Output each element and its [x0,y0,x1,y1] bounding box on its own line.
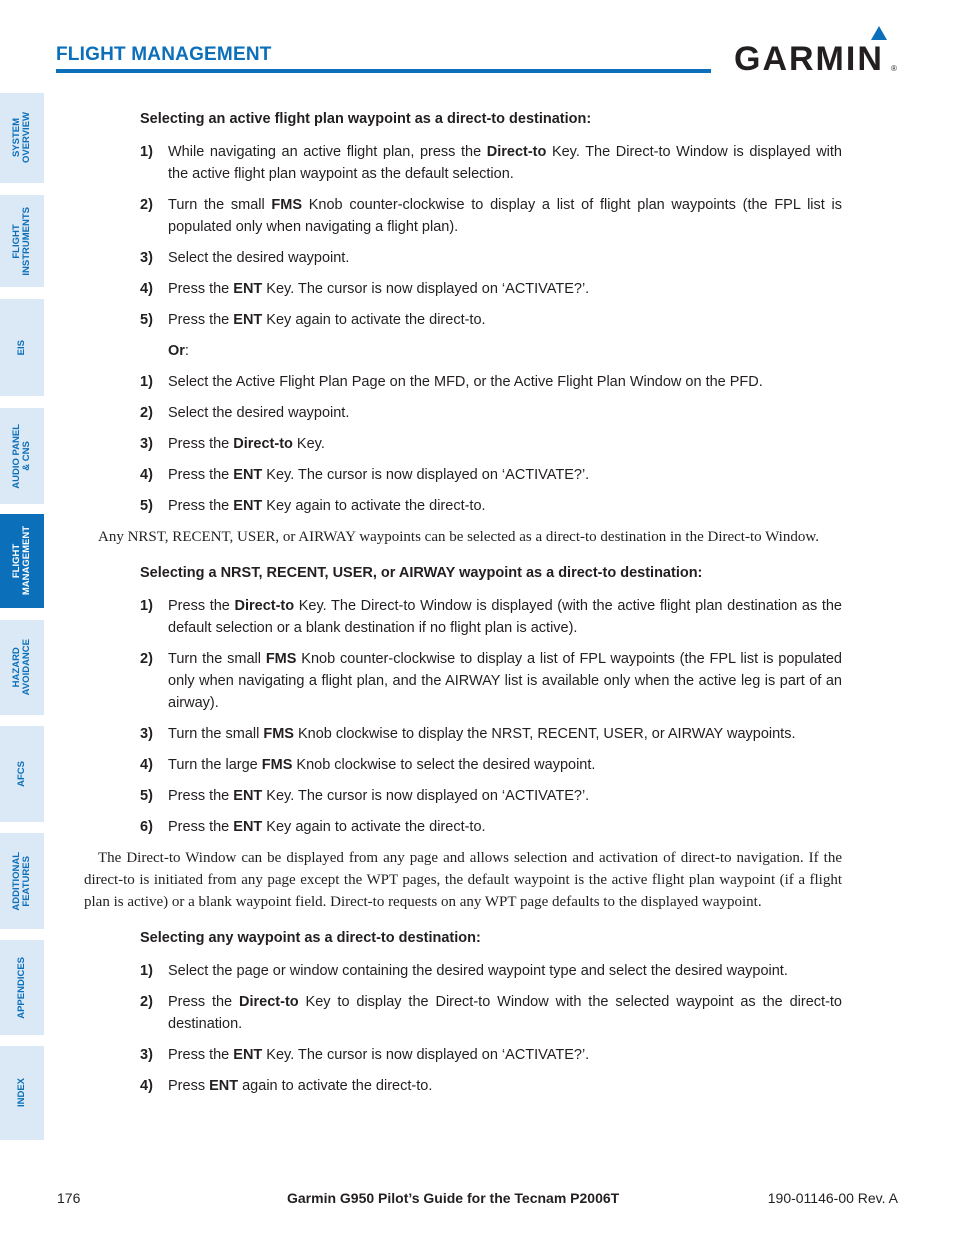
step-text: Press the [168,281,234,297]
step-text: While navigating an active flight plan, press the [168,144,487,160]
step-number: 2) [140,651,153,667]
side-tab-system-overview[interactable] [0,93,44,183]
step-key-name: ENT [233,281,263,297]
side-tab-hazard-avoidance[interactable] [0,620,44,715]
step-text: Key. The cursor is now displayed on ‘ACTIVATE?’. [262,1047,590,1063]
step-number: 2) [140,197,153,213]
procedure-step [84,247,842,269]
step-text: Press the [168,498,234,514]
step-text: Press the [168,1047,234,1063]
procedure-steps [84,371,842,517]
step-number: 3) [140,726,153,742]
step-text: again to activate the direct-to. [238,1078,433,1094]
garmin-triangle-icon [871,26,887,40]
step-text: Press the [168,994,240,1010]
step-text: Select the desired waypoint. [168,405,350,421]
step-number: 1) [140,963,153,979]
procedure-step [84,309,842,331]
body-paragraph: Any NRST, RECENT, USER, or AIRWAY waypoints can be selected as a direct-to destination in the Direct-to Window. [98,529,819,545]
step-number: 1) [140,144,153,160]
procedure-heading: Selecting a NRST, RECENT, USER, or AIRWAY waypoint as a direct-to destination: [140,565,703,581]
step-number: 2) [140,994,153,1010]
procedure-step [84,495,842,517]
step-text: Turn the small [168,651,266,667]
step-number: 3) [140,436,153,452]
step-key-name: Direct-to [239,994,299,1010]
step-number: 4) [140,281,153,297]
step-number: 1) [140,598,153,614]
step-number: 3) [140,250,153,266]
procedure-step [84,648,842,714]
step-text: Press the [168,819,234,835]
step-text: Key. [292,436,325,452]
side-tab-label: AUDIO PANEL & CNS [11,423,32,489]
step-text: Knob clockwise to display the NRST, RECENT, USER, or AIRWAY waypoints. [293,726,796,742]
procedure-heading: Selecting any waypoint as a direct-to destination: [140,930,481,946]
step-text: Press the [168,788,234,804]
step-key-name: ENT [233,1047,263,1063]
logo-registered-mark: ® [891,64,897,73]
step-text: Key. The cursor is now displayed on ‘ACTIVATE?’. [262,281,590,297]
step-text: Key again to activate the direct-to. [262,819,486,835]
procedure-step [84,754,842,776]
page-content [84,108,842,1106]
procedure-heading: Selecting an active flight plan waypoint as a direct-to destination: [140,111,592,127]
side-tab-label: AFCS [16,761,27,787]
step-number: 4) [140,1078,153,1094]
procedure-step [84,991,842,1035]
step-text: Knob counter-clockwise to display a list of flight plan waypoints (the FPL list is populated only when navigating a flight plan). [168,197,842,235]
step-text: Press the [168,467,234,483]
step-text: Press the [168,436,234,452]
procedure-step [84,595,842,639]
step-text: Key. The cursor is now displayed on ‘ACTIVATE?’. [262,467,590,483]
side-tab-eis[interactable] [0,299,44,396]
step-key-name: ENT [233,467,263,483]
step-key-name: FMS [261,757,293,773]
procedure-step [84,141,842,185]
page-number: 176 [57,1190,81,1206]
step-number: 5) [140,312,153,328]
step-text: Turn the small [168,197,272,213]
step-text: Key again to activate the direct-to. [262,312,486,328]
side-tab-additional-features[interactable] [0,833,44,929]
step-text: Select the desired waypoint. [168,250,350,266]
procedure-step [84,1044,842,1066]
side-tab-flight-management[interactable] [0,514,44,608]
procedure-step [84,960,842,982]
step-number: 6) [140,819,153,835]
step-number: 4) [140,757,153,773]
procedure-step [84,785,842,807]
step-number: 4) [140,467,153,483]
procedure-step [84,194,842,238]
step-text: Key. The Direct-to Window is displayed with the active flight plan waypoint as the default selection. [168,144,842,182]
step-text: Knob counter-clockwise to display a list of FPL waypoints (the FPL list is populated only when navigating a flight plan, and the AIRWAY list is available only when the active leg is part of an airway). [168,651,842,711]
procedure-step [84,433,842,455]
step-key-name: FMS [263,726,294,742]
body-paragraph: The Direct-to Window can be displayed from any page and allows selection and activation of direct-to navigation. If the direct-to is initiated from any page except the WPT pages, the default waypoint is the active flight plan waypoint (if a flight plan is active) or a blank waypoint field. Direct-to requests on any WPT page defaults to the displayed waypoint. [84,850,842,910]
procedure-step [84,464,842,486]
side-tab-flight-instruments[interactable] [0,195,44,287]
step-text: Press [168,1078,210,1094]
procedure-steps [84,141,842,331]
procedure-step [84,278,842,300]
step-text: Key. The Direct-to Window is displayed (with the active flight plan destination as the default selection or a blank destination if no flight plan is active). [168,598,842,636]
step-key-name: Direct-to [486,144,547,160]
procedure-steps [84,960,842,1097]
step-text: Key to display the Direct-to Window with the selected waypoint as the direct-to destination. [168,994,842,1032]
step-text: Key. The cursor is now displayed on ‘ACTIVATE?’. [262,788,590,804]
procedure-step [84,816,842,838]
step-key-name: FMS [271,197,303,213]
side-tab-label: HAZARD AVOIDANCE [11,639,32,696]
side-tab-appendices[interactable] [0,940,44,1035]
step-text: Select the page or window containing the desired waypoint type and select the desired waypoint. [168,963,788,979]
step-text: Press the [168,312,234,328]
step-text: Select the Active Flight Plan Page on the MFD, or the Active Flight Plan Window on the PFD. [168,374,763,390]
side-tab-label: EIS [16,339,27,356]
side-tab-label: INDEX [16,1078,27,1108]
side-tab-label: APPENDICES [16,956,27,1019]
step-text: Key again to activate the direct-to. [262,498,486,514]
step-key-name: ENT [233,788,263,804]
step-key-name: Direct-to [233,436,293,452]
step-number: 1) [140,374,153,390]
procedure-step [84,402,842,424]
side-tab-label: SYSTEM OVERVIEW [11,112,32,164]
or-separator [84,340,842,362]
side-tab-afcs[interactable] [0,726,44,822]
procedure-step [84,1075,842,1097]
step-key-name: ENT [233,819,263,835]
side-tab-audio-panel-cns[interactable] [0,408,44,504]
step-key-name: Direct-to [234,598,295,614]
or-label: Or [168,343,185,359]
or-suffix: : [184,343,189,359]
logo-text: GARMIN [734,40,884,78]
garmin-logo [734,26,900,76]
procedure-steps [84,595,842,838]
step-number: 5) [140,498,153,514]
step-text: Turn the large [168,757,262,773]
procedure-step [84,723,842,745]
step-text: Knob clockwise to select the desired waypoint. [292,757,596,773]
step-key-name: ENT [233,498,263,514]
step-number: 3) [140,1047,153,1063]
side-tab-label: FLIGHT MANAGEMENT [11,526,32,596]
section-title: FLIGHT MANAGEMENT [56,44,272,65]
side-tab-label: ADDITIONAL FEATURES [11,851,32,911]
footer-doc-number: 190-01146-00 Rev. A [767,1190,898,1206]
step-number: 2) [140,405,153,421]
step-text: Turn the small [168,726,264,742]
step-key-name: ENT [233,312,263,328]
step-text: Press the [168,598,235,614]
header-rule [56,69,711,73]
side-tab-label: FLIGHT INSTRUMENTS [11,206,32,276]
step-number: 5) [140,788,153,804]
footer-title: Garmin G950 Pilot’s Guide for the Tecnam P2006T [287,1190,620,1206]
procedure-step [84,371,842,393]
step-key-name: FMS [265,651,297,667]
side-tab-index[interactable] [0,1046,44,1140]
step-key-name: ENT [209,1078,239,1094]
